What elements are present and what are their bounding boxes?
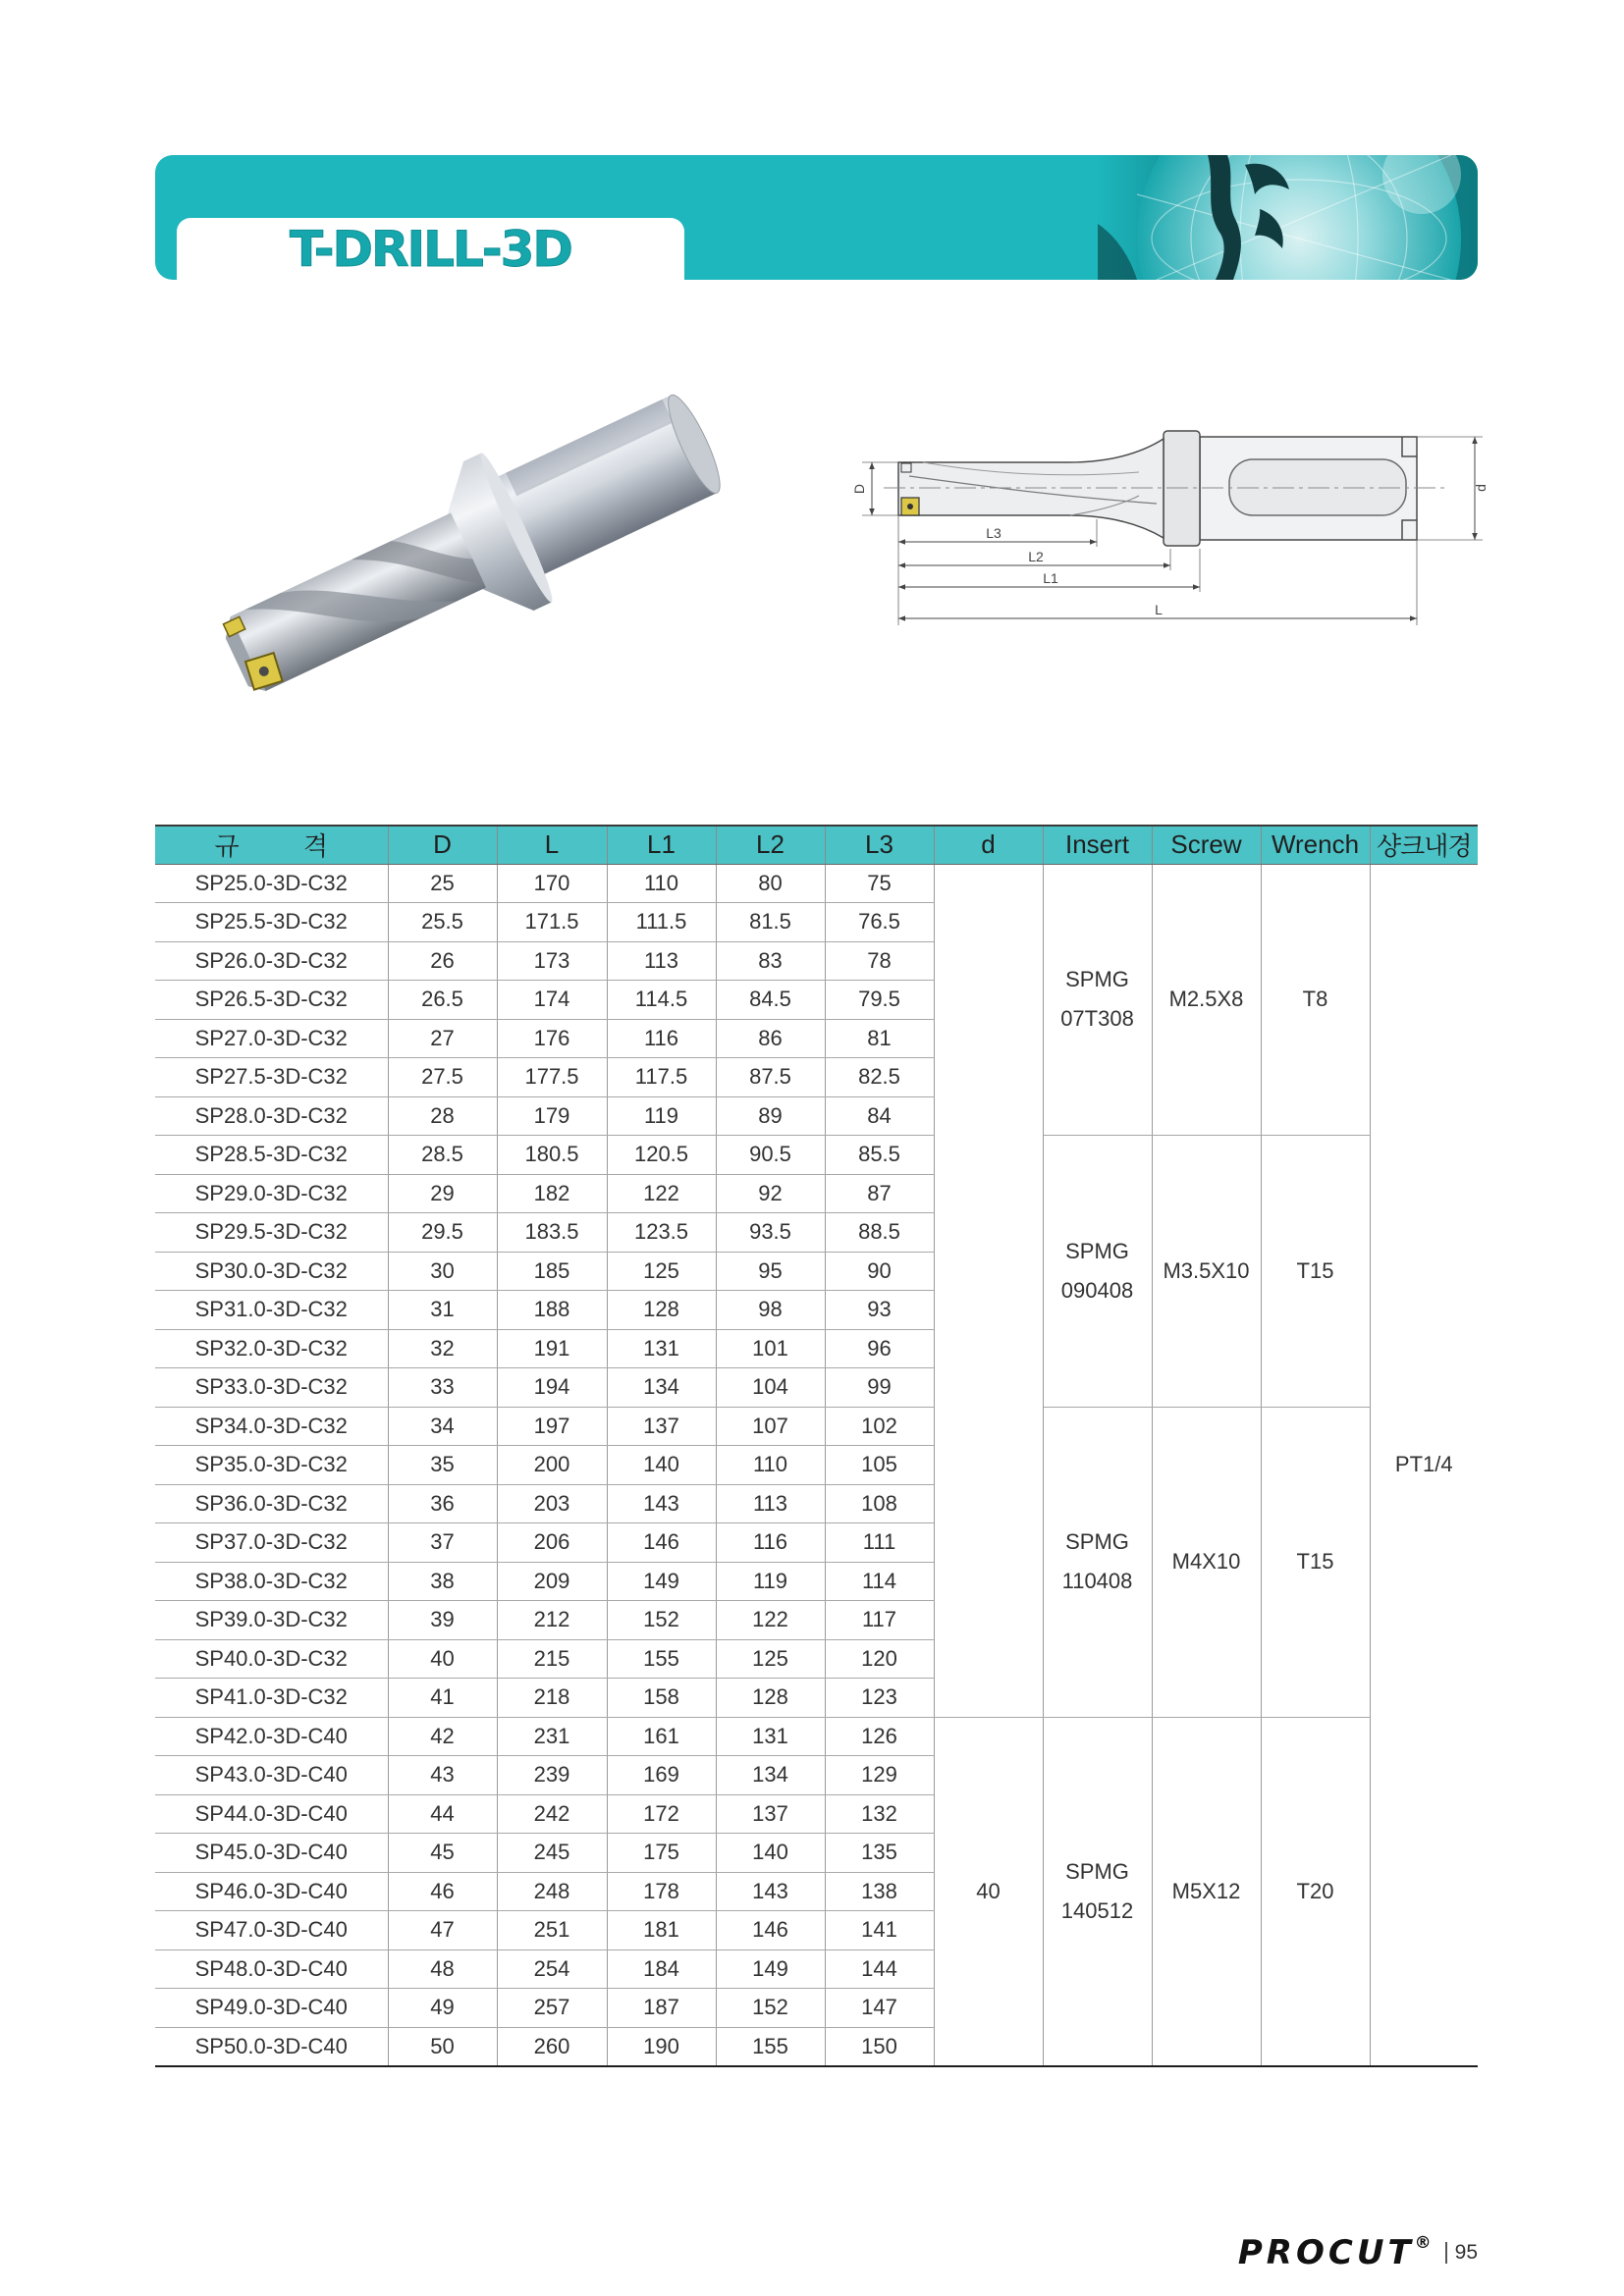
cell-length-l: 176 <box>497 1019 607 1058</box>
cell-shank-d <box>934 864 1043 1717</box>
cell-length-l2: 87.5 <box>716 1058 825 1097</box>
cell-shank-d: 40 <box>934 1717 1043 2066</box>
cell-length-l: 179 <box>497 1096 607 1136</box>
cell-length-l1: 152 <box>607 1601 716 1640</box>
cell-length-l2: 146 <box>716 1911 825 1950</box>
cell-length-l: 174 <box>497 981 607 1020</box>
cell-length-l2: 89 <box>716 1096 825 1136</box>
header-shank-d: d <box>934 826 1043 864</box>
cell-model: SP25.0-3D-C32 <box>155 864 388 903</box>
cell-length-l: 251 <box>497 1911 607 1950</box>
cell-size-d: 27 <box>388 1019 497 1058</box>
cell-length-l3: 93 <box>825 1291 934 1330</box>
cell-length-l1: 169 <box>607 1756 716 1795</box>
cell-model: SP47.0-3D-C40 <box>155 1911 388 1950</box>
cell-length-l3: 144 <box>825 1949 934 1989</box>
cell-size-d: 33 <box>388 1368 497 1408</box>
cell-length-l: 173 <box>497 941 607 981</box>
cell-length-l1: 110 <box>607 864 716 903</box>
table-row <box>155 1407 1478 1446</box>
cell-size-d: 28 <box>388 1096 497 1136</box>
cell-length-l3: 87 <box>825 1174 934 1213</box>
cell-length-l: 215 <box>497 1639 607 1679</box>
table-row <box>155 864 1478 903</box>
cell-size-d: 36 <box>388 1484 497 1523</box>
cell-length-l1: 122 <box>607 1174 716 1213</box>
page-title: T-DRILL-3D <box>290 220 571 278</box>
cell-model: SP27.0-3D-C32 <box>155 1019 388 1058</box>
cell-length-l2: 122 <box>716 1601 825 1640</box>
cell-model: SP44.0-3D-C40 <box>155 1794 388 1834</box>
cell-model: SP50.0-3D-C40 <box>155 2027 388 2066</box>
header-length-l3: L3 <box>825 826 934 864</box>
cell-screw: M4X10 <box>1152 1407 1261 1717</box>
cell-model: SP35.0-3D-C32 <box>155 1446 388 1485</box>
cell-length-l1: 149 <box>607 1562 716 1601</box>
cell-length-l2: 119 <box>716 1562 825 1601</box>
cell-screw: M5X12 <box>1152 1717 1261 2066</box>
insert-line: 140512 <box>1060 1897 1134 1923</box>
cell-length-l2: 113 <box>716 1484 825 1523</box>
cell-wrench: T8 <box>1261 864 1370 1136</box>
cell-length-l3: 79.5 <box>825 981 934 1020</box>
cell-length-l1: 178 <box>607 1872 716 1911</box>
cell-length-l2: 152 <box>716 1989 825 2028</box>
cell-size-d: 29.5 <box>388 1213 497 1253</box>
cell-length-l3: 138 <box>825 1872 934 1911</box>
cell-length-l: 182 <box>497 1174 607 1213</box>
footer-divider <box>1445 2242 1447 2264</box>
cell-length-l2: 128 <box>716 1679 825 1718</box>
cell-length-l2: 125 <box>716 1639 825 1679</box>
cell-model: SP26.5-3D-C32 <box>155 981 388 1020</box>
cell-length-l: 200 <box>497 1446 607 1485</box>
cell-model: SP28.0-3D-C32 <box>155 1096 388 1136</box>
cell-size-d: 31 <box>388 1291 497 1330</box>
cell-length-l1: 175 <box>607 1834 716 1873</box>
cell-size-d: 26 <box>388 941 497 981</box>
cell-length-l3: 76.5 <box>825 903 934 942</box>
cell-length-l3: 123 <box>825 1679 934 1718</box>
cell-length-l3: 129 <box>825 1756 934 1795</box>
cell-length-l1: 123.5 <box>607 1213 716 1253</box>
header-model: 규 격 <box>155 826 388 864</box>
cell-length-l2: 90.5 <box>716 1136 825 1175</box>
cell-size-d: 32 <box>388 1329 497 1368</box>
cell-size-d: 43 <box>388 1756 497 1795</box>
cell-length-l3: 114 <box>825 1562 934 1601</box>
cell-model: SP26.0-3D-C32 <box>155 941 388 981</box>
cell-model: SP40.0-3D-C32 <box>155 1639 388 1679</box>
technical-drawing <box>844 417 1492 643</box>
cell-screw: M3.5X10 <box>1152 1136 1261 1408</box>
dim-label-d: d <box>1473 484 1489 492</box>
cell-length-l: 191 <box>497 1329 607 1368</box>
cell-length-l2: 84.5 <box>716 981 825 1020</box>
cell-length-l1: 158 <box>607 1679 716 1718</box>
cell-length-l3: 132 <box>825 1794 934 1834</box>
cell-length-l: 260 <box>497 2027 607 2066</box>
cell-size-d: 45 <box>388 1834 497 1873</box>
cell-length-l: 245 <box>497 1834 607 1873</box>
cell-length-l1: 120.5 <box>607 1136 716 1175</box>
header-d-size: D <box>388 826 497 864</box>
insert-line: 090408 <box>1060 1277 1134 1303</box>
cell-length-l1: 181 <box>607 1911 716 1950</box>
table-row <box>155 1717 1478 1756</box>
cell-model: SP30.0-3D-C32 <box>155 1252 388 1291</box>
cell-size-d: 34 <box>388 1407 497 1446</box>
cell-length-l3: 75 <box>825 864 934 903</box>
cell-size-d: 35 <box>388 1446 497 1485</box>
cell-length-l1: 119 <box>607 1096 716 1136</box>
cell-length-l: 248 <box>497 1872 607 1911</box>
cell-length-l: 254 <box>497 1949 607 1989</box>
cell-size-d: 38 <box>388 1562 497 1601</box>
cell-length-l3: 141 <box>825 1911 934 1950</box>
cell-length-l: 185 <box>497 1252 607 1291</box>
cell-model: SP29.5-3D-C32 <box>155 1213 388 1253</box>
header-length-l1: L1 <box>607 826 716 864</box>
cell-model: SP34.0-3D-C32 <box>155 1407 388 1446</box>
table-body <box>155 864 1478 2066</box>
cell-size-d: 29 <box>388 1174 497 1213</box>
cell-model: SP32.0-3D-C32 <box>155 1329 388 1368</box>
cell-size-d: 48 <box>388 1949 497 1989</box>
cell-size-d: 41 <box>388 1679 497 1718</box>
cell-size-d: 47 <box>388 1911 497 1950</box>
cell-shank-bore: PT1/4 <box>1370 864 1478 2066</box>
cell-length-l1: 137 <box>607 1407 716 1446</box>
cell-length-l: 231 <box>497 1717 607 1756</box>
dim-label-l3: L3 <box>986 525 1001 541</box>
cell-length-l2: 116 <box>716 1523 825 1563</box>
cell-length-l1: 117.5 <box>607 1058 716 1097</box>
cell-model: SP25.5-3D-C32 <box>155 903 388 942</box>
cell-length-l3: 82.5 <box>825 1058 934 1097</box>
insert-line: SPMG <box>1065 1529 1129 1554</box>
cell-wrench: T20 <box>1261 1717 1370 2066</box>
cell-size-d: 28.5 <box>388 1136 497 1175</box>
cell-size-d: 25.5 <box>388 903 497 942</box>
cell-length-l2: 137 <box>716 1794 825 1834</box>
header-insert: Insert <box>1043 826 1152 864</box>
cell-model: SP33.0-3D-C32 <box>155 1368 388 1408</box>
title-tab <box>177 218 684 280</box>
insert-line: 110408 <box>1061 1569 1133 1593</box>
cell-length-l3: 111 <box>825 1523 934 1563</box>
cell-size-d: 46 <box>388 1872 497 1911</box>
cell-model: SP28.5-3D-C32 <box>155 1136 388 1175</box>
header-length-l2: L2 <box>716 826 825 864</box>
cell-size-d: 42 <box>388 1717 497 1756</box>
cell-length-l3: 81 <box>825 1019 934 1058</box>
cell-length-l1: 190 <box>607 2027 716 2066</box>
cell-length-l: 212 <box>497 1601 607 1640</box>
cell-model: SP43.0-3D-C40 <box>155 1756 388 1795</box>
cell-length-l2: 93.5 <box>716 1213 825 1253</box>
insert-line: SPMG <box>1065 1858 1129 1884</box>
header-shank-bore: 샹크내경 <box>1370 826 1478 864</box>
cell-length-l1: 134 <box>607 1368 716 1408</box>
cell-size-d: 27.5 <box>388 1058 497 1097</box>
footer <box>1238 2230 1478 2275</box>
cell-length-l2: 110 <box>716 1446 825 1485</box>
cell-length-l: 203 <box>497 1484 607 1523</box>
cell-model: SP31.0-3D-C32 <box>155 1291 388 1330</box>
cell-size-d: 30 <box>388 1252 497 1291</box>
cell-length-l1: 143 <box>607 1484 716 1523</box>
cell-length-l: 177.5 <box>497 1058 607 1097</box>
cell-model: SP36.0-3D-C32 <box>155 1484 388 1523</box>
cell-model: SP46.0-3D-C40 <box>155 1872 388 1911</box>
cell-length-l1: 140 <box>607 1446 716 1485</box>
cell-length-l3: 126 <box>825 1717 934 1756</box>
cell-length-l3: 88.5 <box>825 1213 934 1253</box>
cell-size-d: 26.5 <box>388 981 497 1020</box>
cell-length-l2: 86 <box>716 1019 825 1058</box>
cell-length-l1: 116 <box>607 1019 716 1058</box>
cell-length-l3: 117 <box>825 1601 934 1640</box>
cell-length-l2: 107 <box>716 1407 825 1446</box>
insert-line: 07T308 <box>1060 1006 1134 1032</box>
cell-insert <box>1043 1407 1152 1717</box>
table-header-row <box>155 826 1478 864</box>
cell-size-d: 40 <box>388 1639 497 1679</box>
spec-table <box>155 825 1478 2067</box>
cell-length-l2: 149 <box>716 1949 825 1989</box>
cell-length-l: 188 <box>497 1291 607 1330</box>
cell-model: SP38.0-3D-C32 <box>155 1562 388 1601</box>
cell-length-l: 239 <box>497 1756 607 1795</box>
cell-length-l: 242 <box>497 1794 607 1834</box>
cell-length-l2: 101 <box>716 1329 825 1368</box>
cell-length-l1: 184 <box>607 1949 716 1989</box>
cell-length-l2: 98 <box>716 1291 825 1330</box>
cell-length-l1: 111.5 <box>607 903 716 942</box>
cell-length-l3: 85.5 <box>825 1136 934 1175</box>
registered-mark: ® <box>1414 2233 1432 2253</box>
cell-length-l: 170 <box>497 864 607 903</box>
cell-length-l2: 131 <box>716 1717 825 1756</box>
cell-length-l2: 81.5 <box>716 903 825 942</box>
cell-model: SP39.0-3D-C32 <box>155 1601 388 1640</box>
cell-length-l2: 92 <box>716 1174 825 1213</box>
cell-length-l1: 131 <box>607 1329 716 1368</box>
cell-length-l2: 95 <box>716 1252 825 1291</box>
cell-size-d: 49 <box>388 1989 497 2028</box>
cell-length-l: 257 <box>497 1989 607 2028</box>
dim-label-l: L <box>1155 602 1163 617</box>
header-decoration-image <box>1098 155 1478 280</box>
cell-size-d: 37 <box>388 1523 497 1563</box>
cell-size-d: 39 <box>388 1601 497 1640</box>
cell-length-l1: 172 <box>607 1794 716 1834</box>
cell-length-l3: 120 <box>825 1639 934 1679</box>
cell-length-l3: 105 <box>825 1446 934 1485</box>
cell-length-l: 206 <box>497 1523 607 1563</box>
cell-model: SP41.0-3D-C32 <box>155 1679 388 1718</box>
cell-length-l: 194 <box>497 1368 607 1408</box>
cell-length-l2: 134 <box>716 1756 825 1795</box>
cell-length-l3: 135 <box>825 1834 934 1873</box>
cell-length-l3: 99 <box>825 1368 934 1408</box>
product-image <box>196 373 746 707</box>
cell-model: SP27.5-3D-C32 <box>155 1058 388 1097</box>
insert-line: SPMG <box>1065 967 1129 992</box>
cell-size-d: 44 <box>388 1794 497 1834</box>
cell-length-l1: 155 <box>607 1639 716 1679</box>
cell-length-l1: 128 <box>607 1291 716 1330</box>
cell-length-l: 183.5 <box>497 1213 607 1253</box>
cell-length-l1: 125 <box>607 1252 716 1291</box>
cell-length-l1: 113 <box>607 941 716 981</box>
header-screw: Screw <box>1152 826 1261 864</box>
cell-length-l1: 114.5 <box>607 981 716 1020</box>
cell-length-l3: 147 <box>825 1989 934 2028</box>
cell-length-l: 218 <box>497 1679 607 1718</box>
cell-model: SP37.0-3D-C32 <box>155 1523 388 1563</box>
cell-model: SP49.0-3D-C40 <box>155 1989 388 2028</box>
cell-length-l3: 78 <box>825 941 934 981</box>
cell-length-l2: 104 <box>716 1368 825 1408</box>
title-banner <box>155 155 1478 280</box>
cell-length-l1: 187 <box>607 1989 716 2028</box>
cell-wrench: T15 <box>1261 1136 1370 1408</box>
dim-label-l1: L1 <box>1043 570 1058 586</box>
cell-length-l2: 140 <box>716 1834 825 1873</box>
cell-length-l2: 155 <box>716 2027 825 2066</box>
cell-length-l: 180.5 <box>497 1136 607 1175</box>
cell-screw: M2.5X8 <box>1152 864 1261 1136</box>
cell-length-l3: 84 <box>825 1096 934 1136</box>
cell-length-l: 171.5 <box>497 903 607 942</box>
cell-length-l: 209 <box>497 1562 607 1601</box>
cell-length-l3: 150 <box>825 2027 934 2066</box>
cell-length-l2: 143 <box>716 1872 825 1911</box>
cell-length-l: 197 <box>497 1407 607 1446</box>
cell-length-l3: 102 <box>825 1407 934 1446</box>
cell-length-l2: 80 <box>716 864 825 903</box>
cell-length-l3: 96 <box>825 1329 934 1368</box>
cell-model: SP48.0-3D-C40 <box>155 1949 388 1989</box>
header-wrench: Wrench <box>1261 826 1370 864</box>
cell-length-l2: 83 <box>716 941 825 981</box>
cell-model: SP42.0-3D-C40 <box>155 1717 388 1756</box>
insert-line: SPMG <box>1065 1238 1129 1263</box>
cell-length-l3: 90 <box>825 1252 934 1291</box>
cell-size-d: 25 <box>388 864 497 903</box>
table-row <box>155 1136 1478 1175</box>
cell-length-l3: 108 <box>825 1484 934 1523</box>
cell-length-l1: 146 <box>607 1523 716 1563</box>
page-number: 95 <box>1454 2241 1478 2264</box>
cell-insert <box>1043 1717 1152 2066</box>
cell-insert <box>1043 864 1152 1136</box>
cell-length-l1: 161 <box>607 1717 716 1756</box>
cell-wrench: T15 <box>1261 1407 1370 1717</box>
brand-logo: PROCUT <box>1237 2233 1415 2272</box>
cell-model: SP29.0-3D-C32 <box>155 1174 388 1213</box>
header-length-l: L <box>497 826 607 864</box>
cell-insert <box>1043 1136 1152 1408</box>
dim-label-l2: L2 <box>1028 549 1044 564</box>
cell-model: SP45.0-3D-C40 <box>155 1834 388 1873</box>
cell-size-d: 50 <box>388 2027 497 2066</box>
dim-label-D: D <box>851 483 867 495</box>
